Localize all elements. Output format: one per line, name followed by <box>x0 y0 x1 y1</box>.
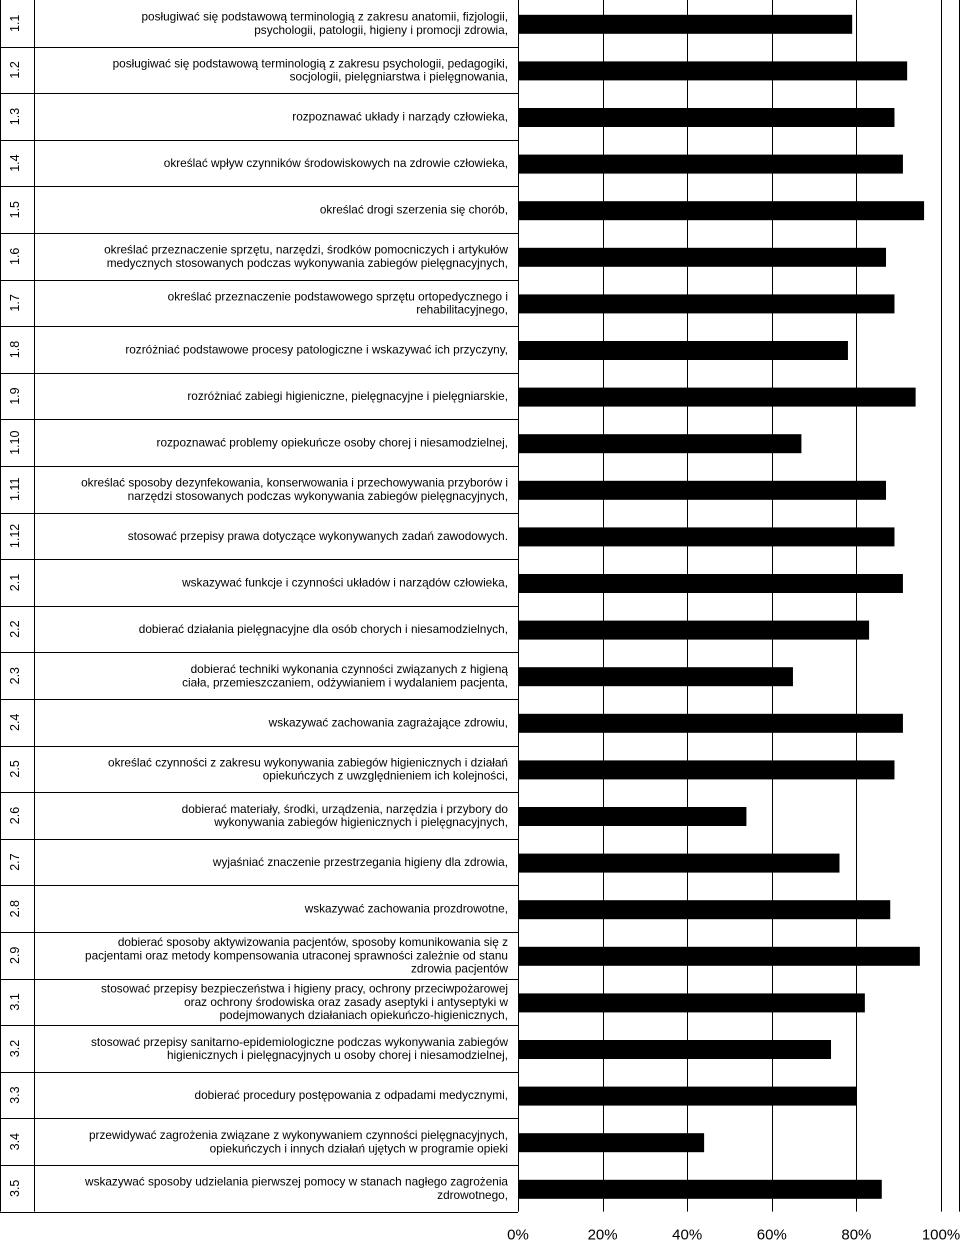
row-code-label: 1.12 <box>8 523 22 549</box>
row-code-label: 2.6 <box>8 806 22 825</box>
row-code-label: 1.4 <box>8 154 22 172</box>
row-description: posługiwać się podstawową terminologią z zakresu anatomii, fizjologii, psychologii, patologii, higieny i promocji zdrowia, <box>141 9 508 37</box>
bar-2.7 <box>518 854 839 873</box>
row-code-label: 1.1 <box>8 14 22 32</box>
tick-label-40pct: 40% <box>672 1226 703 1244</box>
row-description: określać czynności z zakresu wykonywania zabiegów higienicznych i działań opiekuńczych z uwzględnieniem ich kolejności, <box>108 755 508 783</box>
row-description: wyjaśniać znaczenie przestrzegania higieny dla zdrowia, <box>212 855 508 870</box>
row-code-label: 1.7 <box>8 294 22 312</box>
row-code-label: 2.2 <box>8 620 22 638</box>
bar-1.3 <box>518 108 894 127</box>
row-description: wskazywać zachowania prozdrowotne, <box>304 901 508 916</box>
row-code-label: 1.10 <box>8 430 22 455</box>
tick-label-80pct: 80% <box>841 1226 872 1244</box>
row-description: stosować przepisy prawa dotyczące wykonywanych zadań zawodowych. <box>127 528 508 543</box>
row-description: określać drogi szerzenia się chorób, <box>319 202 508 217</box>
row-description: określać wpływ czynników środowiskowych na zdrowie człowieka, <box>163 156 508 171</box>
row-code-label: 2.7 <box>8 853 22 871</box>
tick-label-20pct: 20% <box>587 1226 618 1244</box>
row-description: stosować przepisy bezpieczeństwa i higieny pracy, ochrony przeciwpożarowej oraz ochrony środowiska oraz zasady aseptyki i antyseptyki w podejmowanych działaniach opiekuńczo-higienicznych, <box>101 981 508 1023</box>
bar-2.4 <box>518 714 903 733</box>
row-code-label: 1.8 <box>8 340 22 359</box>
bar-1.7 <box>518 294 894 313</box>
tick-label-60pct: 60% <box>756 1226 787 1244</box>
row-code-label: 2.8 <box>8 900 22 918</box>
row-description: wskazywać zachowania zagrażające zdrowiu, <box>268 715 508 730</box>
bar-3.1 <box>518 993 865 1012</box>
row-description: dobierać sposoby aktywizowania pacjentów, sposoby komunikowania się z pacjentami oraz metody kompensowania utraconej sprawności zależnie od stanu zdrowia pacjentów <box>85 935 508 976</box>
row-description: przewidywać zagrożenia związane z wykonywaniem czynności pielęgnacyjnych, opiekuńczych i innych działań ujętych w programie opieki <box>89 1128 508 1156</box>
row-description: posługiwać się podstawową terminologią z zakresu psychologii, pedagogiki, socjologii, pielęgniarstwa i pielęgnowania, <box>112 56 508 84</box>
row-code-label: 1.6 <box>8 247 22 265</box>
row-description: określać przeznaczenie podstawowego sprzętu ortopedycznego i rehabilitacyjnego, <box>167 289 508 317</box>
bar-1.2 <box>518 61 907 80</box>
bars <box>518 15 924 1199</box>
bar-2.8 <box>518 900 890 919</box>
row-code-label: 2.3 <box>8 667 22 685</box>
row-code-label: 2.9 <box>8 946 22 964</box>
row-code-label: 2.4 <box>8 713 22 731</box>
row-code-label: 3.5 <box>8 1179 22 1197</box>
bar-1.5 <box>518 201 924 220</box>
row-code-label: 1.2 <box>8 61 22 79</box>
bar-1.6 <box>518 248 886 267</box>
row-description: stosować przepisy sanitarno-epidemiologiczne podczas wykonywania zabiegów higienicznych i pielęgnacyjnych u osoby chorej i niesamodzielnej, <box>90 1034 508 1063</box>
tick-label-100pct: 100% <box>921 1226 961 1244</box>
row-code-label: 2.5 <box>8 760 22 778</box>
row-description: określać przeznaczenie sprzętu, narzędzi, środków pomocniczych i artykułów medycznych stosowanych podczas wykonywania zabiegów pielęgnacyjnych, <box>104 242 508 270</box>
row-description: rozpoznawać układy i narządy człowieka, <box>292 109 508 124</box>
row-description: wskazywać funkcje i czynności układów i narządów człowieka, <box>182 575 508 590</box>
row-description: dobierać materiały, środki, urządzenia, narzędzia i przybory do wykonywania zabiegów higienicznych i pielęgnacyjnych, <box>181 801 508 830</box>
row-description: wskazywać sposoby udzielania pierwszej pomocy w stanach nagłego zagrożenia zdrowotnego, <box>85 1174 508 1202</box>
row-description: rozpoznawać problemy opiekuńcze osoby chorej i niesamodzielnej, <box>156 435 508 450</box>
row-code-label: 1.9 <box>8 387 22 405</box>
row-code-label: 3.4 <box>8 1133 22 1151</box>
tick-label-0pct: 0% <box>507 1226 529 1244</box>
bar-1.1 <box>518 15 852 34</box>
bar-2.3 <box>518 667 793 686</box>
bar-1.12 <box>518 527 894 546</box>
row-description: rozróżniać podstawowe procesy patologiczne i wskazywać ich przyczyny, <box>125 342 508 357</box>
bar-3.5 <box>518 1180 882 1199</box>
bar-2.2 <box>518 621 869 640</box>
bar-1.8 <box>518 341 848 360</box>
x-axis-tick-labels <box>507 1227 960 1244</box>
row-description: dobierać procedury postępowania z odpadami medycznymi, <box>194 1088 508 1103</box>
row-code-label: 3.1 <box>8 993 22 1011</box>
gridlines <box>519 0 960 1212</box>
row-code-label: 1.5 <box>8 201 22 219</box>
row-description: rozróżniać zabiegi higieniczne, pielęgnacyjne i pielęgniarskie, <box>187 389 508 404</box>
bar-1.11 <box>518 481 886 500</box>
row-code-label: 3.3 <box>8 1086 22 1104</box>
row-code-label: 2.1 <box>8 573 22 592</box>
bar-2.5 <box>518 760 894 779</box>
bar-1.4 <box>518 155 903 174</box>
bar-3.3 <box>518 1087 856 1106</box>
row-description: dobierać techniki wykonania czynności związanych z higieną ciała, przemieszczaniem, odżywianiem i wydalaniem pacjenta, <box>182 662 508 690</box>
row-description: określać sposoby dezynfekowania, konserwowania i przechowywania przyborów i narzędzi stosowanych podczas wykonywania zabiegów pielęgnacyjnych, <box>81 475 508 503</box>
row-code-label: 1.3 <box>8 107 22 126</box>
row-code-label: 1.11 <box>8 477 22 502</box>
bar-2.6 <box>518 807 746 826</box>
bar-3.4 <box>518 1133 704 1152</box>
bar-1.9 <box>518 388 916 407</box>
bar-2.9 <box>518 947 920 966</box>
bar-2.1 <box>518 574 903 593</box>
row-description: dobierać działania pielęgnacyjne dla osób chorych i niesamodzielnych, <box>138 622 508 637</box>
row-code-label: 3.2 <box>8 1039 22 1058</box>
bar-3.2 <box>518 1040 831 1059</box>
bar-1.10 <box>518 434 801 453</box>
